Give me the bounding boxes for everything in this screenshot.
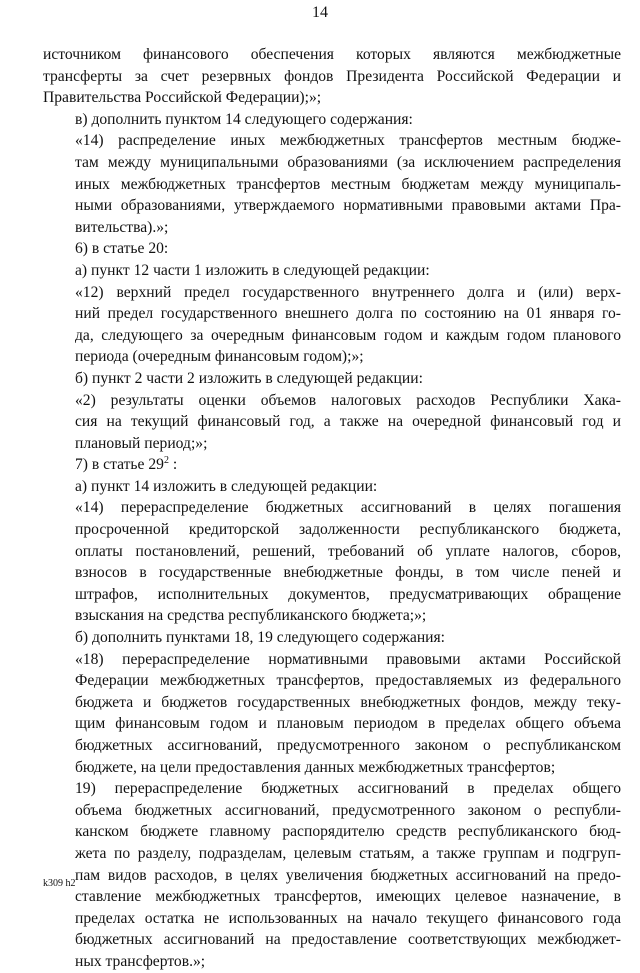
- text-line: б) пункт 2 части 2 изложить в следующей редакции:: [75, 369, 423, 387]
- text-line: 7) в статье $29^2$ :: [75, 455, 178, 474]
- text-line: сия на текущий финансовый год, а также на очередной финансовый год и: [75, 413, 621, 431]
- text-line: взыскания на средства республиканского бюджета;»;: [75, 607, 427, 625]
- text-line: ных трансфертов.»;: [75, 952, 206, 970]
- text-line: Федерации межбюджетных трансфертов, предоставляемых из федерального: [75, 672, 621, 690]
- text-line: «14) распределение иных межбюджетных трансфертов местным бюдже-: [75, 132, 621, 150]
- text-line: Правительства Российской Федерации);»;: [43, 89, 322, 107]
- text-line: трансферты за счет резервных фондов Президента Российской Федерации и: [43, 67, 621, 85]
- paragraph: [43, 627, 621, 649]
- paragraph: [43, 44, 621, 109]
- document-body: [43, 44, 621, 973]
- superscript: 2: [163, 455, 169, 467]
- text-line: жета по разделу, подразделам, целевым статьям, а также группам и подгруп-: [75, 844, 621, 862]
- text-line: пам видов расходов, в целях увеличения бюджетных ассигнований на предо-: [75, 866, 621, 884]
- text-line: взносов в государственные внебюджетные фонды, в том числе пеней и: [75, 564, 621, 582]
- text-line: ставление межбюджетных трансфертов, имеющих целевое назначение, в: [75, 888, 621, 906]
- paragraph: [43, 476, 621, 498]
- text-line: оплаты постановлений, решений, требований об уплате налогов, сборов,: [75, 542, 621, 560]
- paragraph: [43, 454, 621, 476]
- paragraph: [43, 260, 621, 282]
- text-line: объема бюджетных ассигнований, предусмотренного законом о республи-: [75, 801, 621, 819]
- paragraph: [43, 497, 621, 627]
- text-line: иных межбюджетных трансфертов местным бюджетам между муниципаль-: [75, 175, 621, 193]
- text-line: а) пункт 12 части 1 изложить в следующей редакции:: [75, 261, 430, 279]
- text-line: ными образованиями, утверждаемого нормативными правовыми актами Пра-: [75, 197, 621, 215]
- paragraph: [43, 390, 621, 455]
- text-line: в) дополнить пунктом 14 следующего содержания:: [75, 110, 413, 128]
- text-line: «18) перераспределение нормативными правовыми актами Российской: [75, 650, 621, 668]
- text-line: бюджета и бюджетов государственных внебюджетных фондов, между теку-: [75, 693, 621, 711]
- line-tail: :: [168, 456, 178, 474]
- text-line: щим финансовым годом и плановым периодом в пределах общего объема: [75, 715, 621, 733]
- text-line: бюджете, на цели предоставления данных межбюджетных трансфертов;: [75, 758, 556, 776]
- paragraph: [43, 130, 621, 238]
- text-line: ний предел государственного внешнего долга по состоянию на 01 января го-: [75, 305, 621, 323]
- text-line: периода (очередным финансовым годом);»;: [75, 348, 364, 366]
- text-line: «2) результаты оценки объемов налоговых расходов Республики Хака-: [75, 391, 621, 409]
- paragraph: [43, 778, 621, 972]
- text-line: вительства).»;: [75, 218, 169, 236]
- text-line: источником финансового обеспечения которых являются межбюджетные: [43, 46, 621, 63]
- paragraph: [43, 238, 621, 260]
- text-line: просроченной кредиторской задолженности республиканского бюджета,: [75, 521, 621, 539]
- paragraph: [43, 282, 621, 368]
- text-line: б) дополнить пунктами 18, 19 следующего содержания:: [75, 629, 446, 647]
- document-code: k309 h2: [43, 878, 76, 889]
- text-line: канском бюджете главному распорядителю средств республиканского бюд-: [75, 823, 621, 841]
- text-line: плановый период;»;: [75, 434, 208, 452]
- text-line: 19) перераспределение бюджетных ассигнований в пределах общего: [75, 780, 621, 798]
- text-line: а) пункт 14 изложить в следующей редакции:: [75, 477, 378, 495]
- text-line: да, следующего за очередным финансовым годом и каждым годом планового: [75, 326, 621, 344]
- text-line: там между муниципальными образованиями (за исключением распределения: [75, 153, 621, 171]
- text-line: «14) перераспределение бюджетных ассигнований в целях погашения: [75, 499, 621, 517]
- text-line: штрафов, исполнительных документов, предусматривающих обращение: [75, 585, 621, 603]
- text-line: бюджетных ассигнований на предоставление соответствующих межбюджет-: [75, 931, 621, 949]
- text-line: 6) в статье 20:: [75, 240, 169, 258]
- paragraph: [43, 109, 621, 131]
- text-line: пределах остатка не использованных на начало текущего финансового года: [75, 909, 621, 927]
- paragraph: [43, 368, 621, 390]
- text-line: «12) верхний предел государственного внутреннего долга и (или) верх-: [75, 283, 621, 301]
- text-line: бюджетных ассигнований, предусмотренного законом о республиканском: [75, 737, 621, 754]
- page-number: 14: [312, 4, 328, 21]
- paragraph: [43, 649, 621, 779]
